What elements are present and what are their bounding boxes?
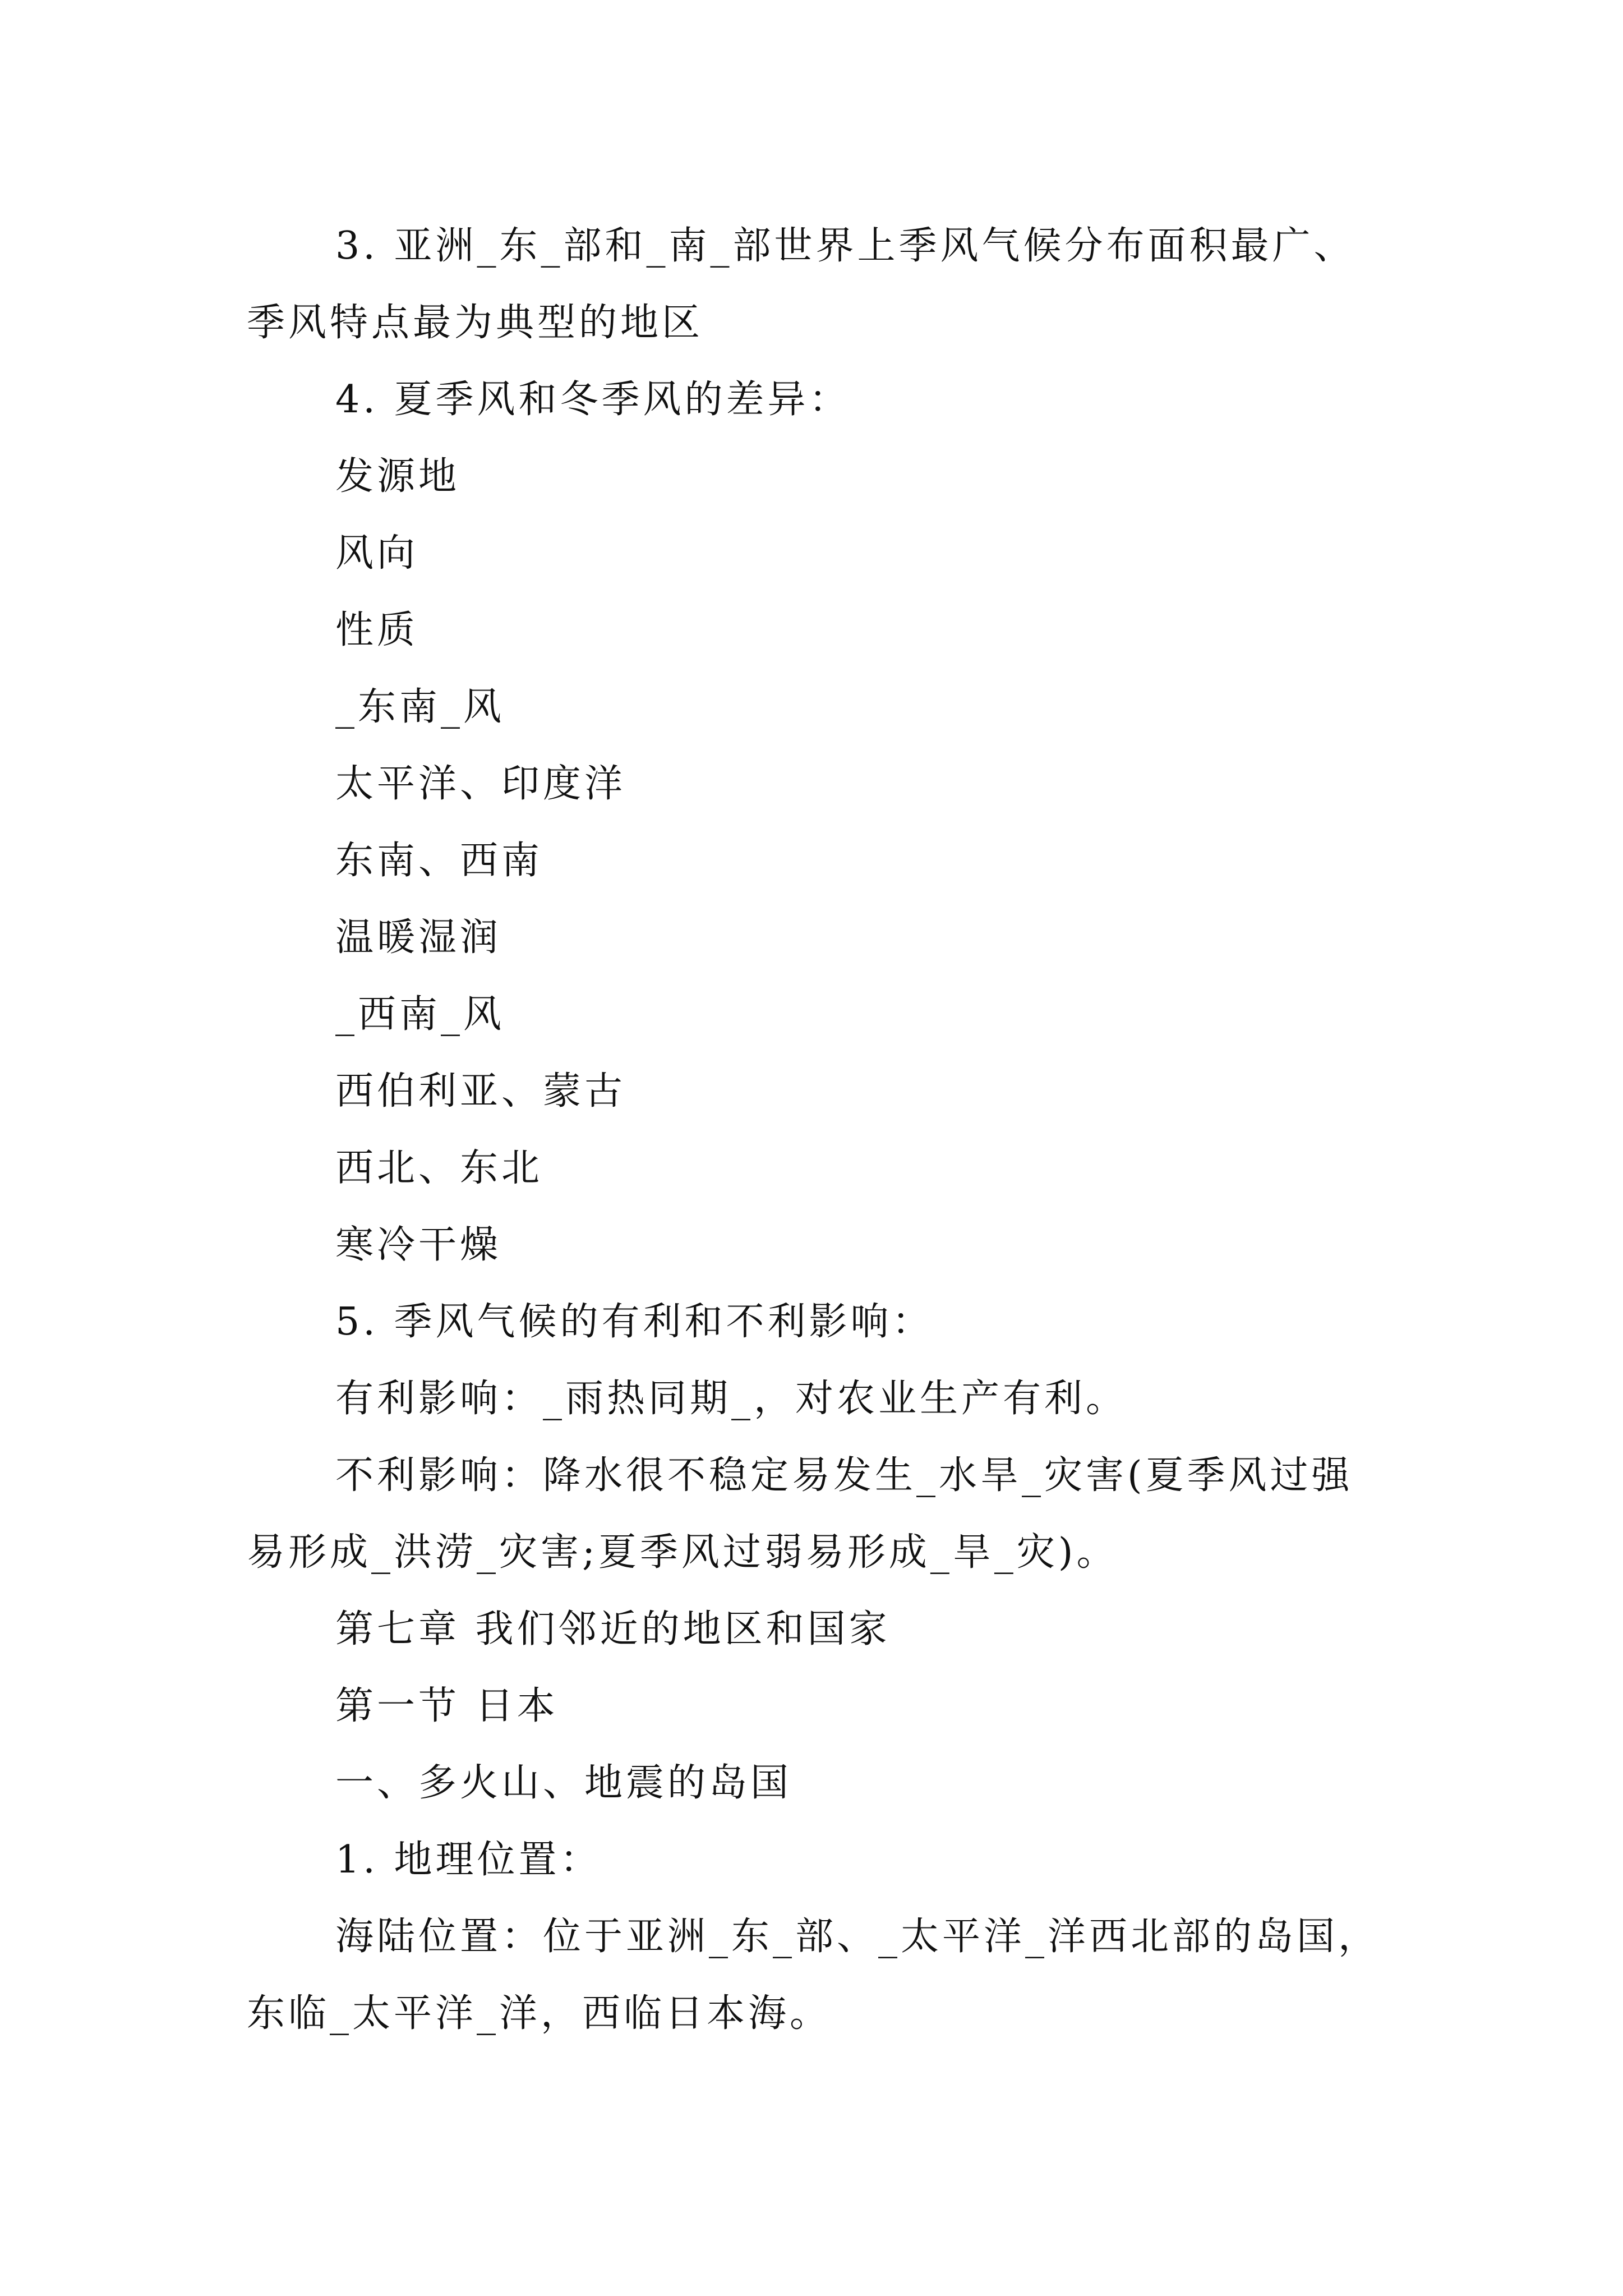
paragraph-summer-direction: 东南、西南 (335, 839, 543, 883)
paragraph-sea-land-position: 海陆位置：位于亚洲_东_部、_太平洋_洋西北部的岛国，东临_太平洋_洋，西临日本海。 (247, 1915, 1380, 2036)
paragraph-summer-nature: 温暖湿润 (335, 915, 502, 960)
paragraph-positive-impact: 有利影响：_雨热同期_，对农业生产有利。 (335, 1377, 1128, 1421)
paragraph-nature-label: 性质 (335, 608, 419, 652)
paragraph-impact-heading: 5. 季风气候的有利和不利影响： (335, 1300, 934, 1344)
paragraph-direction-label: 风向 (335, 531, 419, 576)
paragraph-monsoon-difference-heading: 4. 夏季风和冬季风的差异： (335, 378, 851, 422)
paragraph-summer-source: 太平洋、印度洋 (335, 762, 626, 806)
paragraph-source-label: 发源地 (335, 454, 460, 499)
paragraph-monsoon-region: 3. 亚洲_东_部和_南_部世界上季风气候分布面积最广、季风特点最为典型的地区 (247, 224, 1355, 345)
subsection-heading: 一、多火山、地震的岛国 (335, 1761, 792, 1805)
paragraph-location-heading: 1. 地理位置： (335, 1838, 602, 1882)
section-heading: 第一节 日本 (335, 1684, 559, 1728)
paragraph-southwest-wind: _西南_风 (335, 992, 505, 1037)
paragraph-winter-nature: 寒冷干燥 (335, 1223, 502, 1267)
paragraph-winter-source: 西伯利亚、蒙古 (335, 1069, 626, 1114)
paragraph-negative-impact: 不利影响：降水很不稳定易发生_水旱_灾害(夏季风过强易形成_洪涝_灾害;夏季风过弱易形成_旱_灾)。 (247, 1453, 1353, 1575)
document-body (247, 208, 1391, 2052)
chapter-heading: 第七章 我们邻近的地区和国家 (335, 1607, 891, 1651)
paragraph-southeast-wind: _东南_风 (335, 685, 505, 729)
paragraph-winter-direction: 西北、东北 (335, 1146, 543, 1190)
